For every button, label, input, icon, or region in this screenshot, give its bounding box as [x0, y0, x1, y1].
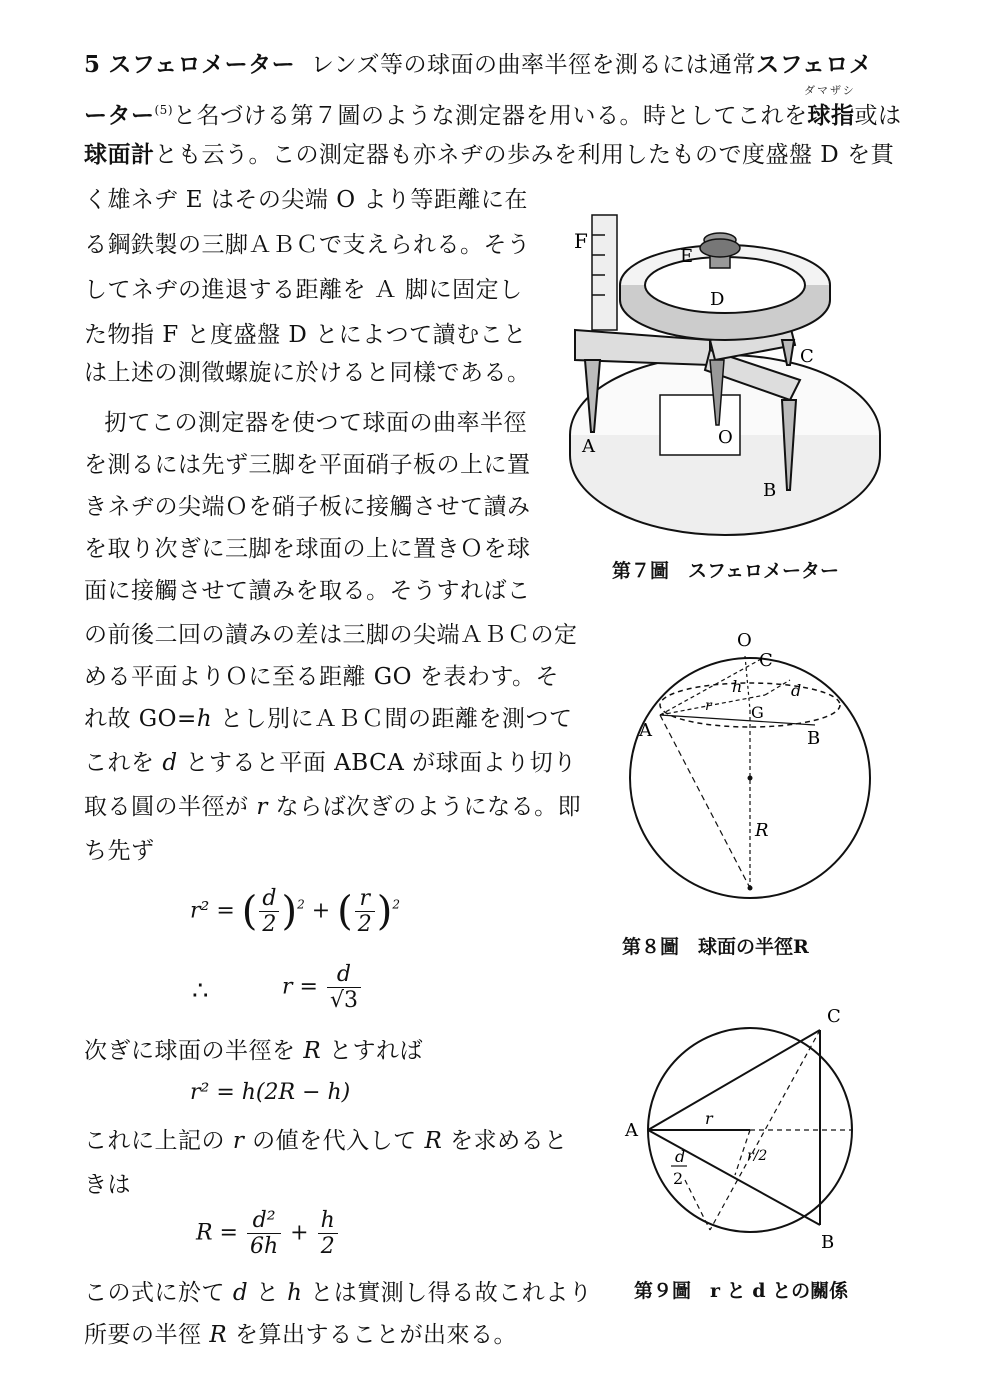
line-text: 取る圓の半徑が [84, 794, 257, 820]
line-text: とすると平面 ABCA が球面より切り [177, 750, 577, 776]
label-C: C [800, 346, 814, 367]
denominator: 6h [250, 1234, 279, 1259]
label-D: D [710, 289, 725, 310]
denominator: 2 [262, 912, 277, 937]
line-text: 所要の半徑 [84, 1322, 210, 1348]
text-line-9: 扨てこの測定器を使つて球面の曲率半徑 [104, 410, 527, 436]
text-line-10: を測るには先ず三脚を平面硝子板の上に置 [84, 452, 531, 478]
label-h: h [732, 677, 743, 696]
label-d: d [791, 681, 802, 700]
equation-4 [196, 1208, 340, 1259]
section-title: スフェロメーター [108, 51, 296, 78]
fraction [259, 886, 279, 937]
mid-point [748, 776, 753, 781]
plus-sign: + [290, 1220, 309, 1246]
exponent: 2 [392, 897, 401, 912]
triangle-ABC [648, 1030, 820, 1225]
text-line-2 [84, 95, 902, 131]
var-R: R [209, 1322, 228, 1348]
bold-term: 球指 [807, 102, 855, 129]
var-r: r [232, 1128, 245, 1154]
label-r: r [705, 698, 712, 714]
fraction [327, 962, 361, 1013]
ruler-F [592, 215, 617, 330]
text-line-15: める平面よりＯに至る距離 GO を表わす。そ [84, 664, 560, 690]
label-A: A [639, 720, 652, 741]
bold-term: スフェロメ [756, 51, 873, 78]
equation-2 [282, 962, 363, 1013]
equation-3: r² = h(2R − h) [190, 1080, 351, 1105]
var-R: R [303, 1038, 322, 1064]
bold-term: 球面計 [84, 141, 155, 168]
label-A: A [625, 1120, 638, 1141]
section-number: 5 [84, 51, 101, 78]
plus-sign: + [311, 898, 331, 924]
var-h: h [287, 1280, 303, 1306]
exponent: 2 [297, 897, 305, 912]
label-r-half: r/2 [747, 1148, 768, 1164]
label-C: C [827, 1006, 841, 1027]
text-line-12: を取り次ぎに三脚を球面の上に置きＯを球 [84, 536, 531, 562]
line-text: れ故 GO= [84, 706, 197, 732]
var-d: d [162, 750, 178, 776]
label-B: B [807, 728, 821, 749]
numerator: d² [247, 1208, 281, 1234]
line-text: を求めると [442, 1128, 568, 1154]
label-A: A [582, 436, 595, 457]
line-text: とは實測し得る故これより [302, 1280, 593, 1306]
text-line-21 [84, 1126, 568, 1156]
text-line-8: は上述の測徵螺旋に於けると同樣である。 [84, 360, 531, 386]
line-text: とし別にＡＢＣ間の距離を測つて [212, 706, 573, 732]
text-line-18 [84, 792, 581, 822]
eq1-lhs: r² = [190, 898, 235, 924]
label-O: O [718, 427, 733, 448]
label-O: O [737, 630, 752, 651]
label-R: R [755, 820, 769, 841]
paren-close: ) [281, 888, 298, 935]
line-text: を算出することが出來る。 [227, 1322, 517, 1348]
text-line-11: きネヂの尖端Ｏを硝子板に接觸させて讀み [84, 494, 531, 520]
text-line-6: してネヂの進退する距離を Ａ 脚に固定し [84, 277, 523, 303]
line-text: の値を代入して [244, 1128, 425, 1154]
line-text: とも云う。この測定器も亦ネヂの歩みを利用したもので度盛盤 D を貫 [154, 142, 895, 168]
label-C: C [759, 650, 773, 671]
figure-7-caption: 第７圖 スフェロメーター [612, 560, 840, 582]
line-text: レンズ等の球面の曲率半徑を測るには通常 [310, 52, 757, 78]
text-line-14: の前後二回の讀みの差は三脚の尖端ＡＢＣの定 [84, 622, 578, 648]
text-line-19: ち先ず [84, 838, 155, 864]
line-text: この式に於て [84, 1280, 233, 1306]
label-E: E [680, 246, 694, 267]
numerator: r [355, 886, 375, 912]
therefore-symbol: ∴ [192, 976, 209, 1006]
text-line-24 [84, 1320, 517, 1350]
label-G: G [751, 703, 764, 722]
center-point [748, 886, 753, 891]
line-text: ならば次ぎのようになる。即 [267, 794, 582, 820]
line-text: これに上記の [84, 1128, 233, 1154]
var-R: R [424, 1128, 443, 1154]
text-line-3 [84, 140, 894, 170]
figure-9-caption: 第９圖 r と d との關係 [634, 1280, 849, 1302]
paren-open: ( [241, 888, 258, 935]
equation-1 [190, 886, 400, 937]
paren-close: ) [376, 888, 393, 935]
line-text: と名づける第７圖のような測定器を用いる。時としてこれを [173, 103, 808, 129]
denominator: 2 [357, 912, 372, 937]
fraction [355, 886, 375, 937]
label-B: B [821, 1232, 835, 1253]
paren-open: ( [337, 888, 353, 935]
line-text: これを [84, 750, 163, 776]
label-B: B [763, 480, 777, 501]
figure-8-caption: 第８圖 球面の半徑R [622, 936, 809, 958]
text-line-17 [84, 748, 577, 778]
text-line-16 [84, 704, 572, 734]
text-line-23 [84, 1278, 592, 1308]
var-d: d [232, 1280, 249, 1306]
numerator: d [327, 962, 361, 988]
text-line-1 [84, 50, 872, 80]
label-d-over-2-den: 2 [673, 1169, 684, 1188]
text-line-4: く雄ネヂ E はその尖端 O より等距離に在 [84, 187, 528, 213]
line-text: とすれば [321, 1038, 423, 1064]
eq4-lhs: R = [196, 1220, 238, 1246]
line-text: 次ぎに球面の半徑を [84, 1038, 304, 1064]
figure-8-sphere [615, 630, 895, 920]
label-F: F [574, 229, 588, 253]
denominator: √3 [329, 988, 358, 1013]
text-line-13: 面に接觸させて讀みを取る。そうすればこ [84, 578, 531, 604]
ruby-reading: ダマザシ [804, 84, 856, 97]
label-r: r [705, 1109, 713, 1128]
text-line-20 [84, 1036, 423, 1066]
label-d-over-2-num: d [675, 1147, 686, 1166]
fraction [247, 1208, 281, 1259]
figure-7-spherometer [560, 200, 890, 540]
text-line-22: きは [84, 1172, 131, 1198]
numerator: h [318, 1208, 338, 1234]
text-line-5: る鋼鉄製の三脚ＡＢＣで支えられる。そう [84, 232, 531, 258]
line-text: 或は [854, 103, 902, 129]
footnote-ref: (5) [154, 103, 173, 117]
figure-9-triangle [615, 1000, 895, 1260]
text-line-7: た物指 F と度盛盤 D とによつて讀むこと [84, 322, 527, 348]
bold-term: ーター [84, 102, 155, 129]
line-text: と [248, 1280, 288, 1306]
eq2-lhs: r = [282, 974, 318, 1000]
denominator: 2 [320, 1234, 335, 1259]
var-r: r [256, 794, 268, 820]
fraction [318, 1208, 338, 1259]
var-h: h [196, 706, 213, 732]
numerator: d [259, 886, 279, 912]
